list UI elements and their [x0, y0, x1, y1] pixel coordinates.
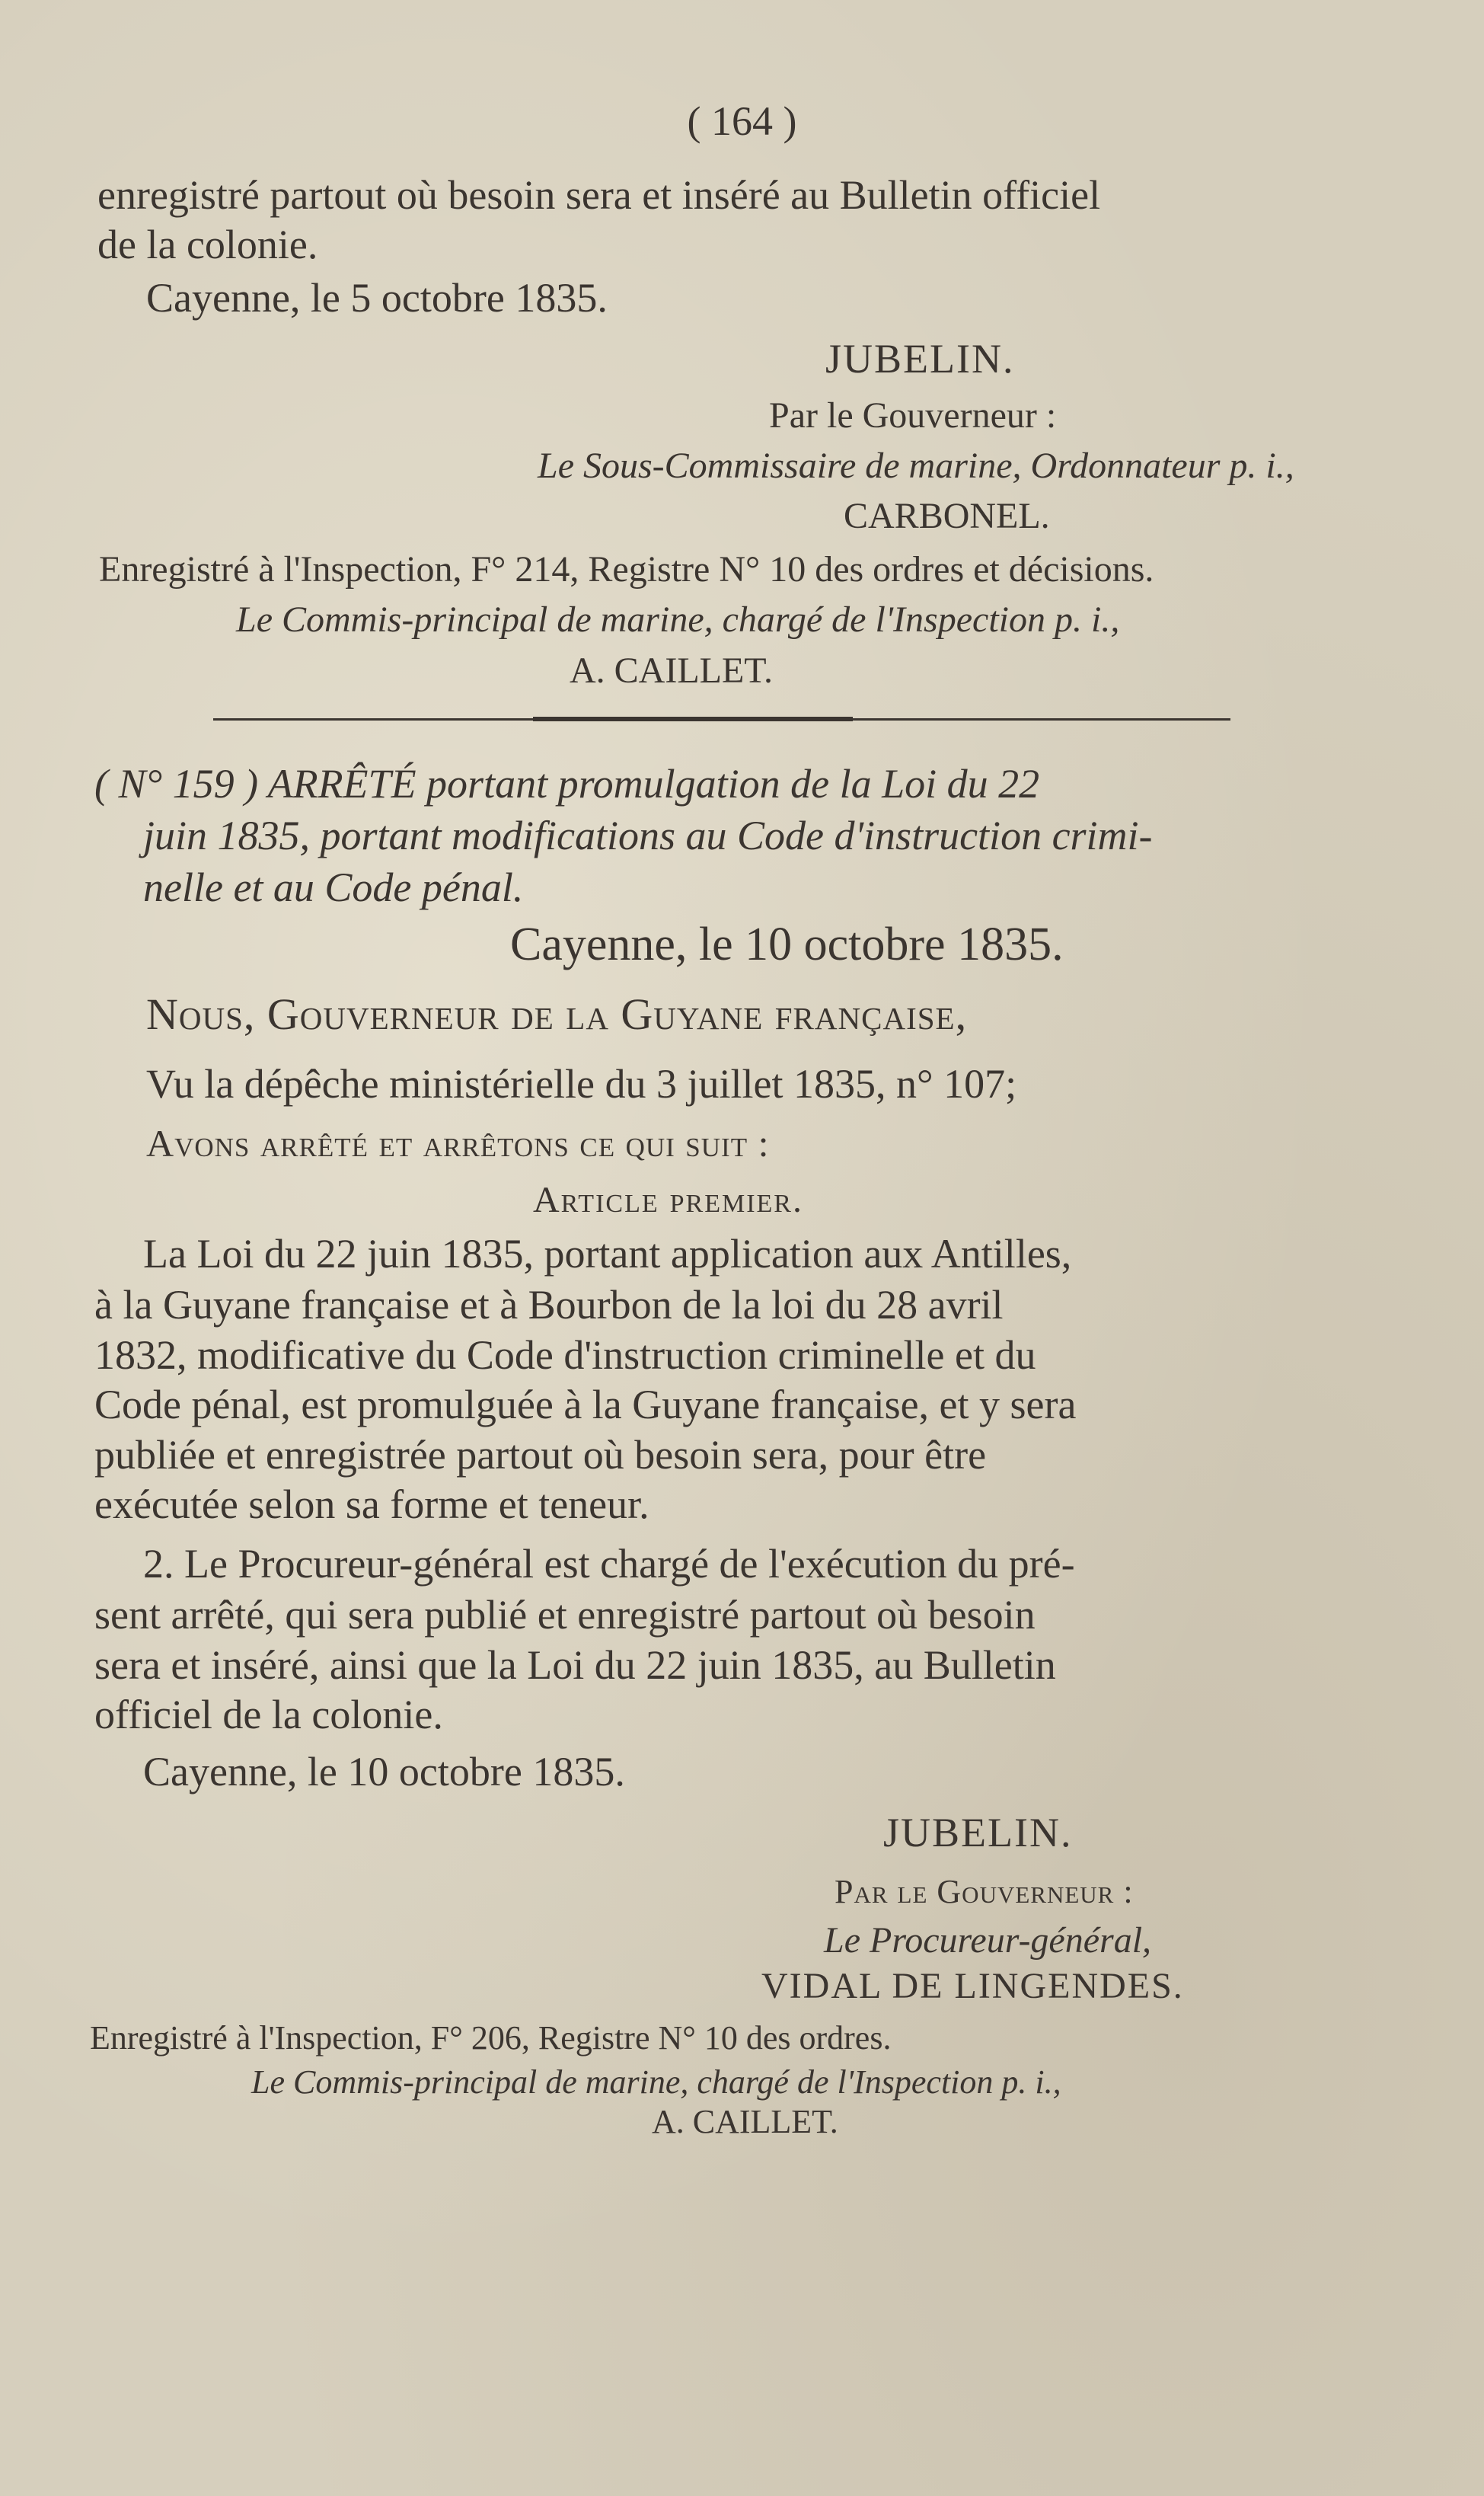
continuation-line-1: enregistré partout où besoin sera et inséré au Bulletin officiel — [97, 172, 1101, 218]
date-end-line: Cayenne, le 10 octobre 1835. — [143, 1749, 625, 1794]
date-line-1: Cayenne, le 5 octobre 1835. — [146, 275, 608, 321]
par-gouverneur-2: Par le Gouverneur : — [835, 1873, 1134, 1910]
signature-caillet-1: A. CAILLET. — [570, 650, 774, 691]
decree-heading-line-2: juin 1835, portant modifications au Code d'instruction crimi- — [143, 813, 1153, 858]
signature-jubelin-2: JUBELIN. — [883, 1810, 1073, 1855]
nous-gouverneur-line: Nous, Gouverneur de la Guyane française, — [146, 989, 968, 1039]
enregistre-line-2: Enregistré à l'Inspection, F° 206, Registre N° 10 des ordres. — [90, 2019, 892, 2057]
procureur-line: Le Procureur-général, — [824, 1920, 1152, 1961]
article2-line-4: officiel de la colonie. — [94, 1692, 443, 1737]
signature-vidal: VIDAL DE LINGENDES. — [761, 1966, 1184, 2006]
article1-line-1: La Loi du 22 juin 1835, portant application aux Antilles, — [143, 1231, 1072, 1277]
enregistre-line-1: Enregistré à l'Inspection, F° 214, Registre N° 10 des ordres et décisions. — [99, 549, 1154, 590]
decree-heading-line-1: ( N° 159 ) ARRÊTÉ portant promulgation de la Loi du 22 — [94, 761, 1040, 807]
commis-line-2: Le Commis-principal de marine, chargé de l'Inspection p. i., — [251, 2063, 1061, 2101]
page-number: ( 164 ) — [687, 98, 797, 144]
article2-line-1: 2. Le Procureur-général est chargé de l'exécution du pré- — [143, 1541, 1075, 1587]
article-premier-heading: Article premier. — [533, 1180, 803, 1220]
article2-line-2: sent arrêté, qui sera publié et enregistré partout où besoin — [94, 1592, 1036, 1638]
article1-line-5: publiée et enregistrée partout où besoin sera, pour être — [94, 1432, 987, 1478]
commis-line-1: Le Commis-principal de marine, chargé de l'Inspection p. i., — [236, 599, 1120, 640]
separator-rule-center — [533, 717, 853, 721]
signature-jubelin-1: JUBELIN. — [825, 336, 1015, 382]
signature-caillet-2: A. CAILLET. — [652, 2103, 838, 2140]
continuation-line-2: de la colonie. — [97, 222, 318, 267]
article2-line-3: sera et inséré, ainsi que la Loi du 22 juin 1835, au Bulletin — [94, 1642, 1056, 1688]
sous-commissaire-line: Le Sous-Commissaire de marine, Ordonnateur p. i., — [538, 446, 1294, 486]
vu-line: Vu la dépêche ministérielle du 3 juillet 1835, n° 107; — [146, 1061, 1017, 1107]
article1-line-6: exécutée selon sa forme et teneur. — [94, 1481, 649, 1527]
article1-line-3: 1832, modificative du Code d'instruction criminelle et du — [94, 1332, 1036, 1378]
article1-line-2: à la Guyane française et à Bourbon de la loi du 28 avril — [94, 1282, 1004, 1328]
decree-heading-line-3: nelle et au Code pénal. — [143, 864, 524, 910]
date-line-2: Cayenne, le 10 octobre 1835. — [510, 919, 1064, 970]
signature-carbonel: CARBONEL. — [844, 496, 1050, 536]
avons-arrete-line: Avons arrêté et arrêtons ce qui suit : — [146, 1122, 770, 1165]
article1-line-4: Code pénal, est promulguée à la Guyane française, et y sera — [94, 1382, 1077, 1427]
par-gouverneur-1: Par le Gouverneur : — [769, 395, 1057, 436]
